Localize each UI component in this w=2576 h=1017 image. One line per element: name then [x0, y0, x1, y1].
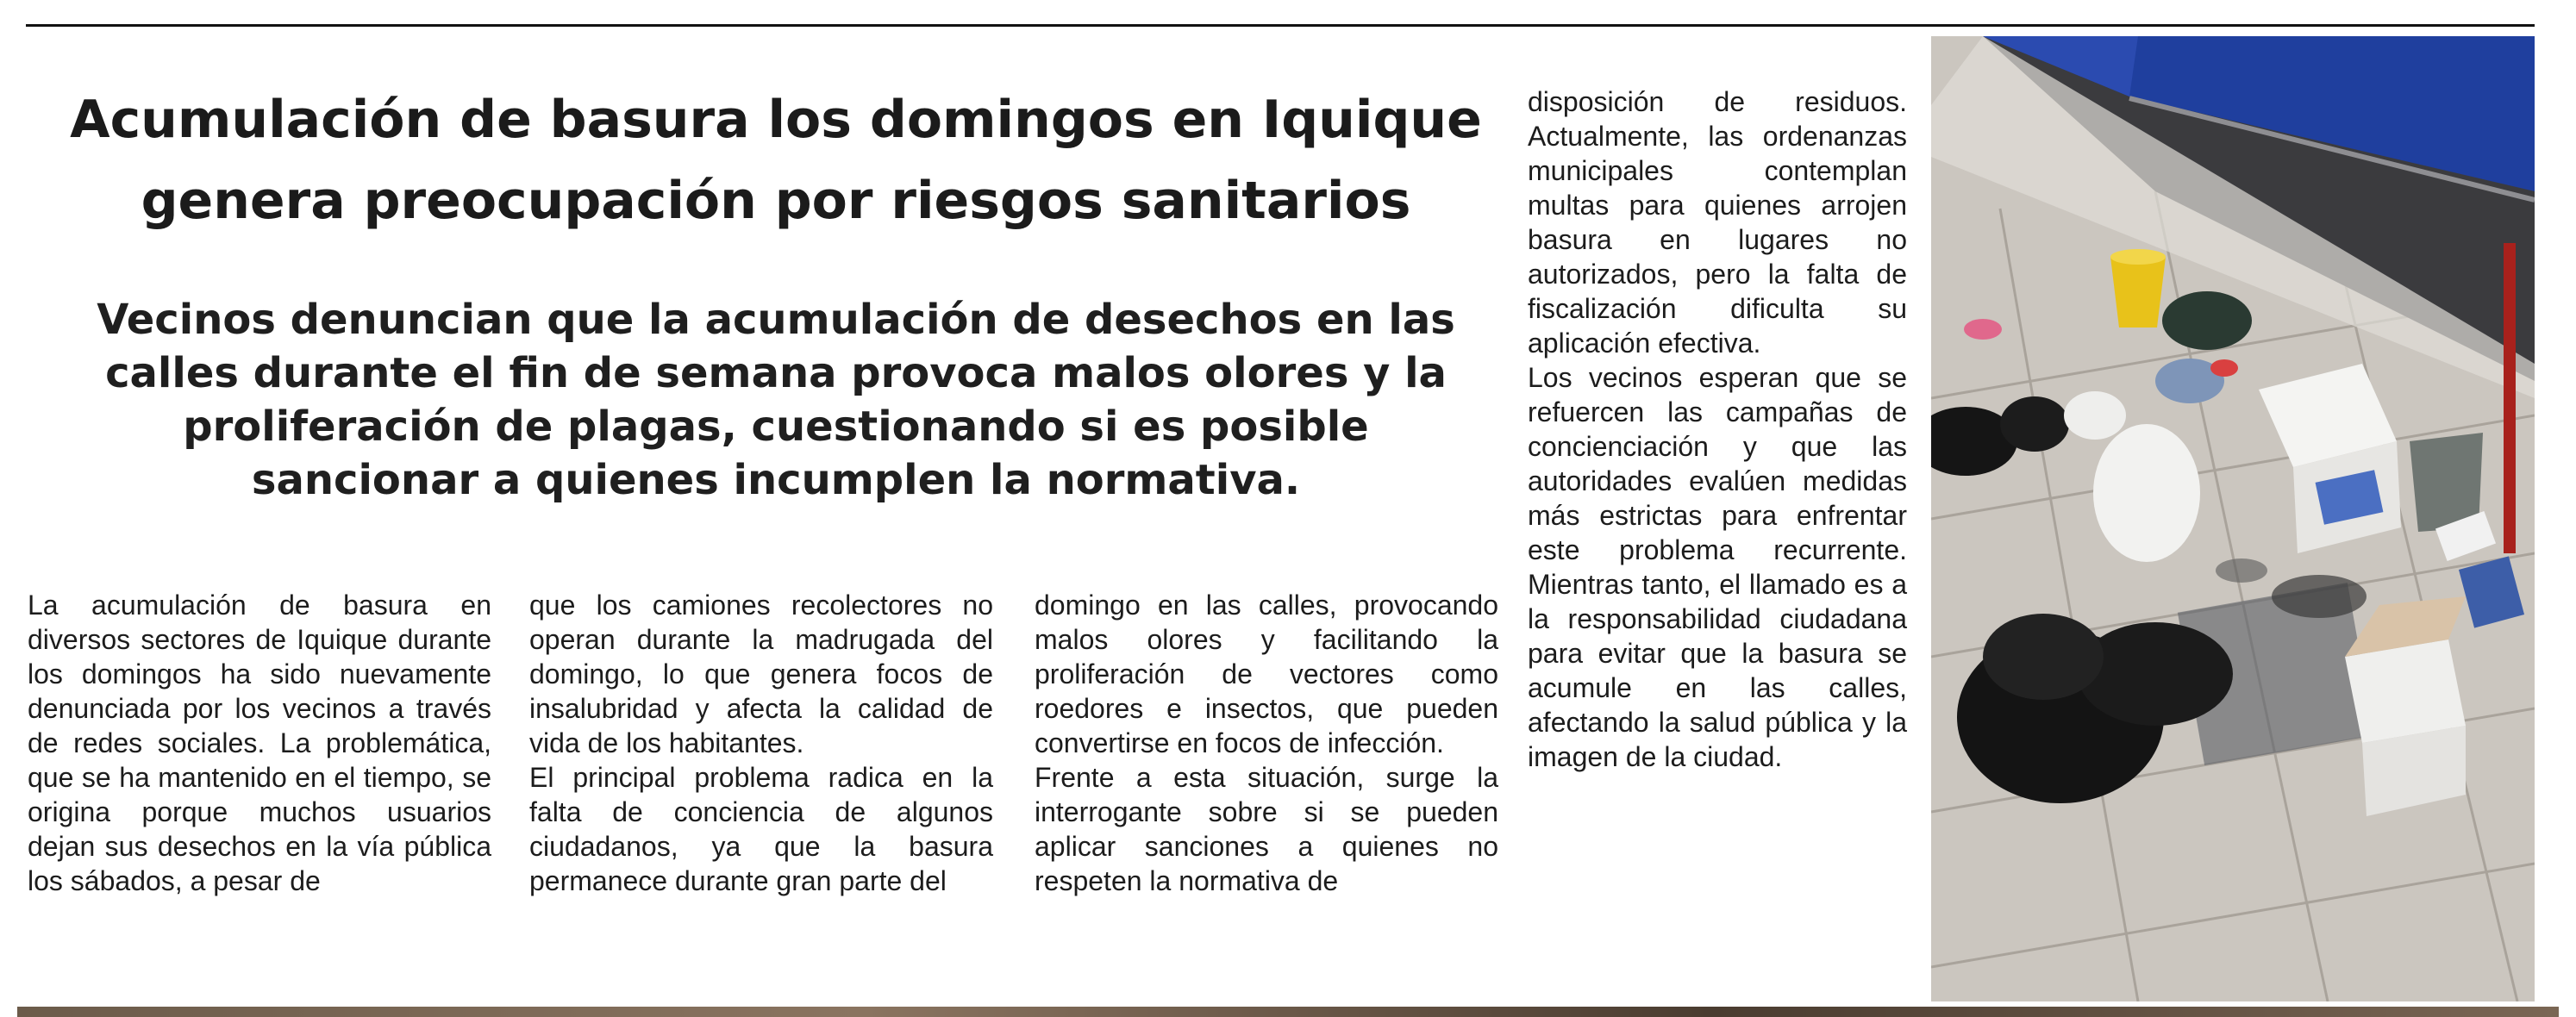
white-bag: [2093, 424, 2200, 562]
paragraph: que los camiones recolectores no operan durante la madrugada del domingo, lo que genera focos de insalubridad y afecta la calidad de vida de los habitantes.: [529, 590, 993, 758]
red-pole: [2504, 243, 2516, 553]
article-column-1: [28, 588, 491, 898]
paragraph: El principal problema radica en la falta de conciencia de algunos ciudadanos, ya que la basura permanece durante gran parte del: [529, 762, 993, 896]
small-box: [2345, 640, 2466, 743]
paragraph: La acumulación de basura en diversos sectores de Iquique durante los domingos ha sido nuevamente denunciada por los vecinos a través de redes sociales. La problemática, que se ha mantenido en el tiempo, se origina porque muchos usuarios dejan sus desechos en la vía pública los sábados, a pesar de: [28, 590, 491, 896]
article-column-3: [1035, 588, 1498, 898]
bottom-image-strip: [17, 1007, 2559, 1017]
yellow-bucket: [2110, 257, 2166, 328]
paragraph: disposición de residuos. Actualmente, las ordenanzas municipales contemplan multas para quienes arrojen basura en lugares no autorizados, pero la falta de fiscalización dificulta su aplicación efectiva.: [1528, 86, 1907, 359]
photo-illustration: [1931, 36, 2535, 1001]
top-rule: [26, 24, 2535, 27]
paragraph: Los vecinos esperan que se refuercen las campañas de concienciación y que las autoridades evalúen medidas más estrictas para enfrentar este problema recurrente. Mientras tanto, el llamado es a la responsabilidad ciudadana para evitar que la basura se acumule en las calles, afectando la salud pública y la imagen de la ciudad.: [1528, 362, 1907, 772]
paragraph: Frente a esta situación, surge la interrogante sobre si se pueden aplicar sanciones a quienes no respeten la normativa de: [1035, 762, 1498, 896]
subheadline: Vecinos denuncian que la acumulación de desechos en las calles durante el fin de semana provoca malos olores y la proliferación de plagas, cuestionando si es posible sancionar a quienes incumplen la normativa.: [97, 296, 1455, 504]
article-column-2: [529, 588, 993, 898]
garbage-on-sidewalk-photo: [1931, 36, 2535, 1001]
paragraph: domingo en las calles, provocando malos olores y facilitando la proliferación de vectores como roedores e insectos, que pueden convertirse en focos de infección.: [1035, 590, 1498, 758]
headline: Acumulación de basura los domingos en Iquique genera preocupación por riesgos sanitarios: [70, 90, 1482, 231]
article-column-4: [1528, 84, 1907, 774]
